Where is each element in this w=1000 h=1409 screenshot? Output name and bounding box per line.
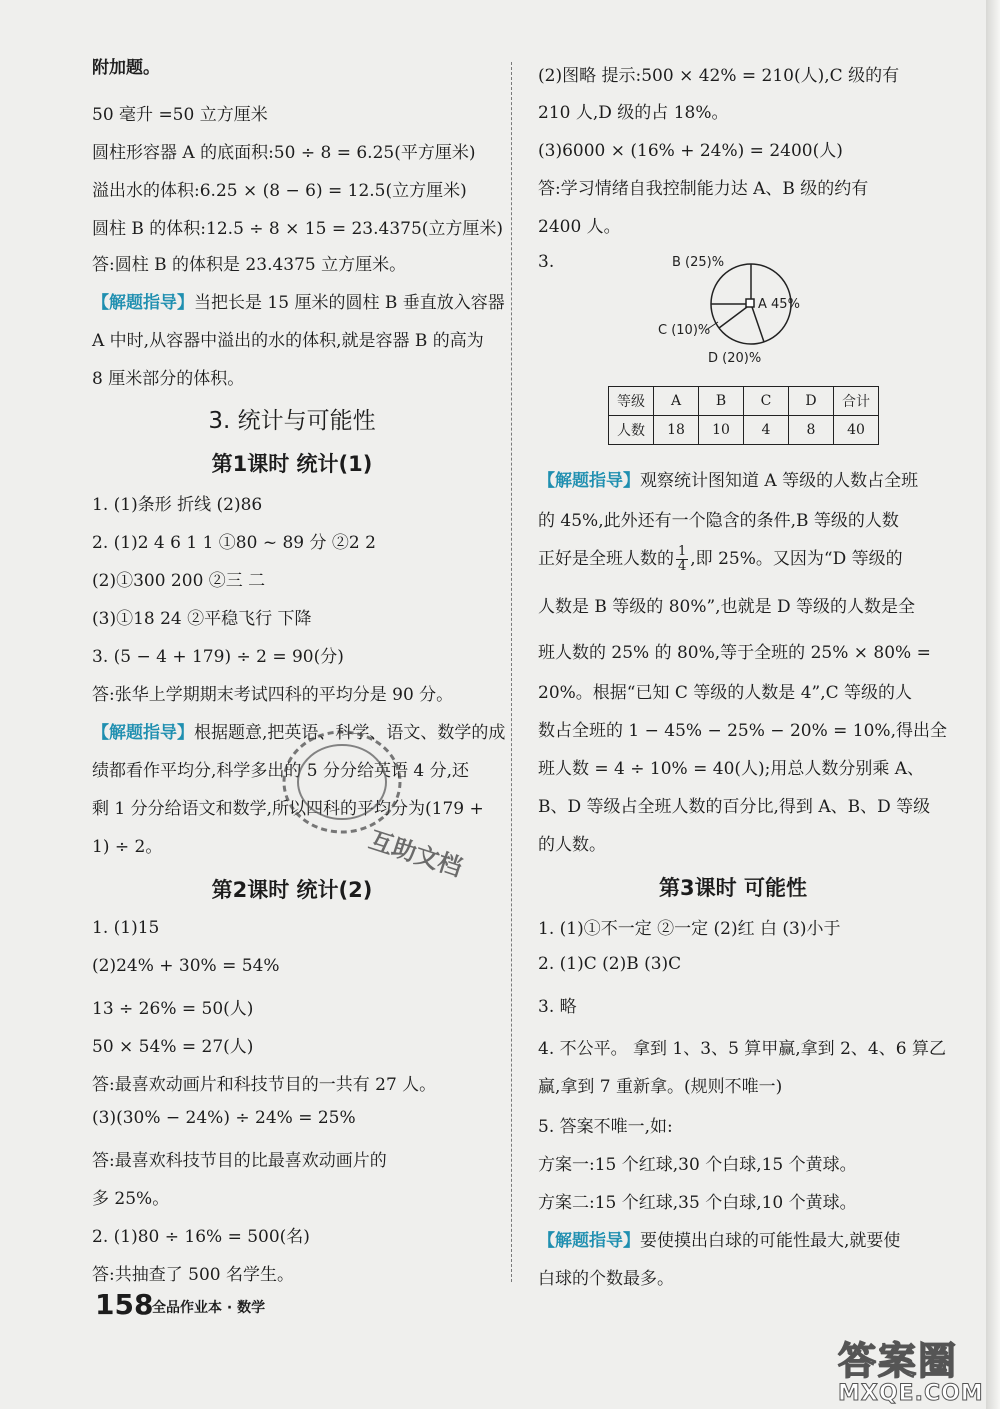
table-cell: 等级 <box>609 387 654 416</box>
hint-text: 20%。根据“已知 C 等级的人数是 4”,C 等级的人 <box>538 683 913 703</box>
appendix-title: 附加题。 <box>92 58 160 78</box>
answer-line: 50 × 54% = 27(人) <box>92 1037 254 1057</box>
hint-text: A 中时,从容器中溢出的水的体积,就是容器 B 的高为 <box>92 331 484 351</box>
hint-text: 根据题意,把英语、科学、语文、数学的成 <box>194 723 506 743</box>
answer-line: 2. (1)C (2)B (3)C <box>538 954 682 974</box>
answer-line: 13 ÷ 26% = 50(人) <box>92 999 254 1019</box>
answer-line: 多 25%。 <box>92 1189 170 1209</box>
answer-line: (3)(30% − 24%) ÷ 24% = 25% <box>92 1108 356 1128</box>
answer-line: 1. (1)①不一定 ②一定 (2)红 白 (3)小于 <box>538 919 841 939</box>
hint-tag: 【解题指导】 <box>538 471 640 491</box>
answer-line: 圆柱 B 的体积:12.5 ÷ 8 × 15 = 23.4375(立方厘米) <box>92 219 504 239</box>
answer-line: 答:最喜欢动画片和科技节目的一共有 27 人。 <box>92 1075 437 1095</box>
answer-line: 圆柱形容器 A 的底面积:50 ÷ 8 = 6.25(平方厘米) <box>92 143 476 163</box>
hint-tag: 【解题指导】 <box>538 1231 640 1251</box>
answer-line: (3)6000 × (16% + 24%) = 2400(人) <box>538 141 843 161</box>
hint-block <box>538 1226 900 1251</box>
table-cell: 合计 <box>834 387 879 416</box>
pie-label-a: A 45% <box>758 297 800 312</box>
fraction <box>676 545 688 574</box>
answer-line: 210 人,D 级的占 18%。 <box>538 103 729 123</box>
answer-line: 2400 人。 <box>538 217 621 237</box>
hint-text: 8 厘米部分的体积。 <box>92 369 245 389</box>
watermark-url: MXQE.COM <box>838 1381 984 1406</box>
table-cell: 40 <box>834 416 879 445</box>
answer-line: 4. 不公平。 拿到 1、3、5 算甲赢,拿到 2、4、6 算乙 <box>538 1039 946 1059</box>
answer-line: (2)24% + 30% = 54% <box>92 956 280 976</box>
column-divider <box>511 62 512 1282</box>
answer-line: (3)①18 24 ②平稳飞行 下降 <box>92 609 312 629</box>
fraction-numerator: 1 <box>678 544 687 559</box>
answer-line: 2. (1)2 4 6 1 1 ①80 ~ 89 分 ②2 2 <box>92 533 376 553</box>
stamp-text: 互助文档 <box>365 825 466 882</box>
lesson-title: 第3课时 可能性 <box>659 876 807 900</box>
hint-text: B、D 等级占全班人数的百分比,得到 A、B、D 等级 <box>538 797 931 817</box>
answer-line: 2. (1)80 ÷ 16% = 500(名) <box>92 1227 310 1247</box>
answer-line: 答:最喜欢科技节目的比最喜欢动画片的 <box>92 1151 387 1171</box>
watermark-logo: 答案圈 <box>838 1339 959 1383</box>
table-cell: C <box>744 387 789 416</box>
table-cell: 人数 <box>609 416 654 445</box>
answer-line: 答:圆柱 B 的体积是 23.4375 立方厘米。 <box>92 255 407 275</box>
hint-block <box>538 466 918 491</box>
pie-label-d: D (20)% <box>708 351 762 366</box>
hint-text: 1) ÷ 2。 <box>92 837 163 857</box>
section-title: 3. 统计与可能性 <box>208 408 376 434</box>
answer-line: (2)图略 提示:500 × 42% = 210(人),C 级的有 <box>538 66 900 86</box>
site-watermark <box>838 1330 986 1406</box>
hint-text: 数占全班的 1 − 45% − 25% − 20% = 10%,得出全 <box>538 721 947 741</box>
answer-line: 答:学习情绪自我控制能力达 A、B 级的约有 <box>538 179 869 199</box>
hint-text: 绩都看作平均分,科学多出的 5 分分给英语 4 分,还 <box>92 761 470 781</box>
answer-line: 3. (5 − 4 + 179) ÷ 2 = 90(分) <box>92 647 344 667</box>
answer-line: (2)①300 200 ②三 二 <box>92 571 266 591</box>
lesson-title: 第1课时 统计(1) <box>211 452 373 476</box>
pie-label-marker <box>746 299 754 307</box>
hint-text: 班人数 = 4 ÷ 10% = 40(人);用总人数分别乘 A、 <box>538 759 925 779</box>
book-title: 全品作业本 · 数学 <box>152 1300 266 1316</box>
page-spine <box>986 0 1000 1409</box>
answer-line: 溢出水的体积:6.25 × (8 − 6) = 12.5(立方厘米) <box>92 181 467 201</box>
table-cell: 10 <box>699 416 744 445</box>
page-number: 158 <box>95 1288 154 1321</box>
answer-line: 答:共抽查了 500 名学生。 <box>92 1265 294 1285</box>
answer-line: 方案一:15 个红球,30 个白球,15 个黄球。 <box>538 1155 857 1175</box>
pie-label-b: B (25)% <box>672 255 725 270</box>
hint-text: 剩 1 分分给语文和数学,所以四科的平均分为(179 + <box>92 799 484 819</box>
hint-text: ,即 25%。又因为“D 等级的 <box>690 549 903 569</box>
hint-text: 的 45%,此外还有一个隐含的条件,B 等级的人数 <box>538 511 899 531</box>
hint-text: 的人数。 <box>538 835 606 855</box>
hint-block <box>92 288 505 313</box>
answer-line: 赢,拿到 7 重新拿。(规则不唯一) <box>538 1077 783 1097</box>
hint-text: 白球的个数最多。 <box>538 1269 674 1289</box>
fraction-denominator: 4 <box>678 559 687 574</box>
question-number: 3. <box>538 252 555 272</box>
table-header-row <box>609 387 879 416</box>
hint-text: 班人数的 25% 的 80%,等于全班的 25% × 80% = <box>538 643 931 663</box>
hint-text: 正好是全班人数的 <box>538 549 674 569</box>
answer-line: 3. 略 <box>538 997 577 1017</box>
pie-chart <box>658 248 918 368</box>
hint-text: 观察统计图知道 A 等级的人数占全班 <box>640 471 919 491</box>
answer-line: 50 毫升 =50 立方厘米 <box>92 105 268 125</box>
answer-line: 5. 答案不唯一,如: <box>538 1117 673 1137</box>
hint-text: 当把长是 15 厘米的圆柱 B 垂直放入容器 <box>194 293 505 313</box>
lesson-title: 第2课时 统计(2) <box>211 878 373 902</box>
answer-line: 方案二:15 个红球,35 个白球,10 个黄球。 <box>538 1193 857 1213</box>
hint-tag: 【解题指导】 <box>92 723 194 743</box>
hint-text-with-fraction <box>538 544 903 574</box>
grade-table <box>608 386 879 445</box>
pie-label-c: C (10)% <box>658 323 711 338</box>
answer-line: 1. (1)条形 折线 (2)86 <box>92 495 263 515</box>
table-cell: 4 <box>744 416 789 445</box>
answer-line: 1. (1)15 <box>92 918 160 938</box>
answer-line: 答:张华上学期期末考试四科的平均分是 90 分。 <box>92 685 454 705</box>
table-row <box>609 416 879 445</box>
table-cell: D <box>789 387 834 416</box>
table-cell: 18 <box>654 416 699 445</box>
hint-text: 人数是 B 等级的 80%”,也就是 D 等级的人数是全 <box>538 597 916 617</box>
table-cell: B <box>699 387 744 416</box>
hint-text: 要使摸出白球的可能性最大,就要使 <box>640 1231 901 1251</box>
table-cell: 8 <box>789 416 834 445</box>
hint-tag: 【解题指导】 <box>92 293 194 313</box>
table-cell: A <box>654 387 699 416</box>
